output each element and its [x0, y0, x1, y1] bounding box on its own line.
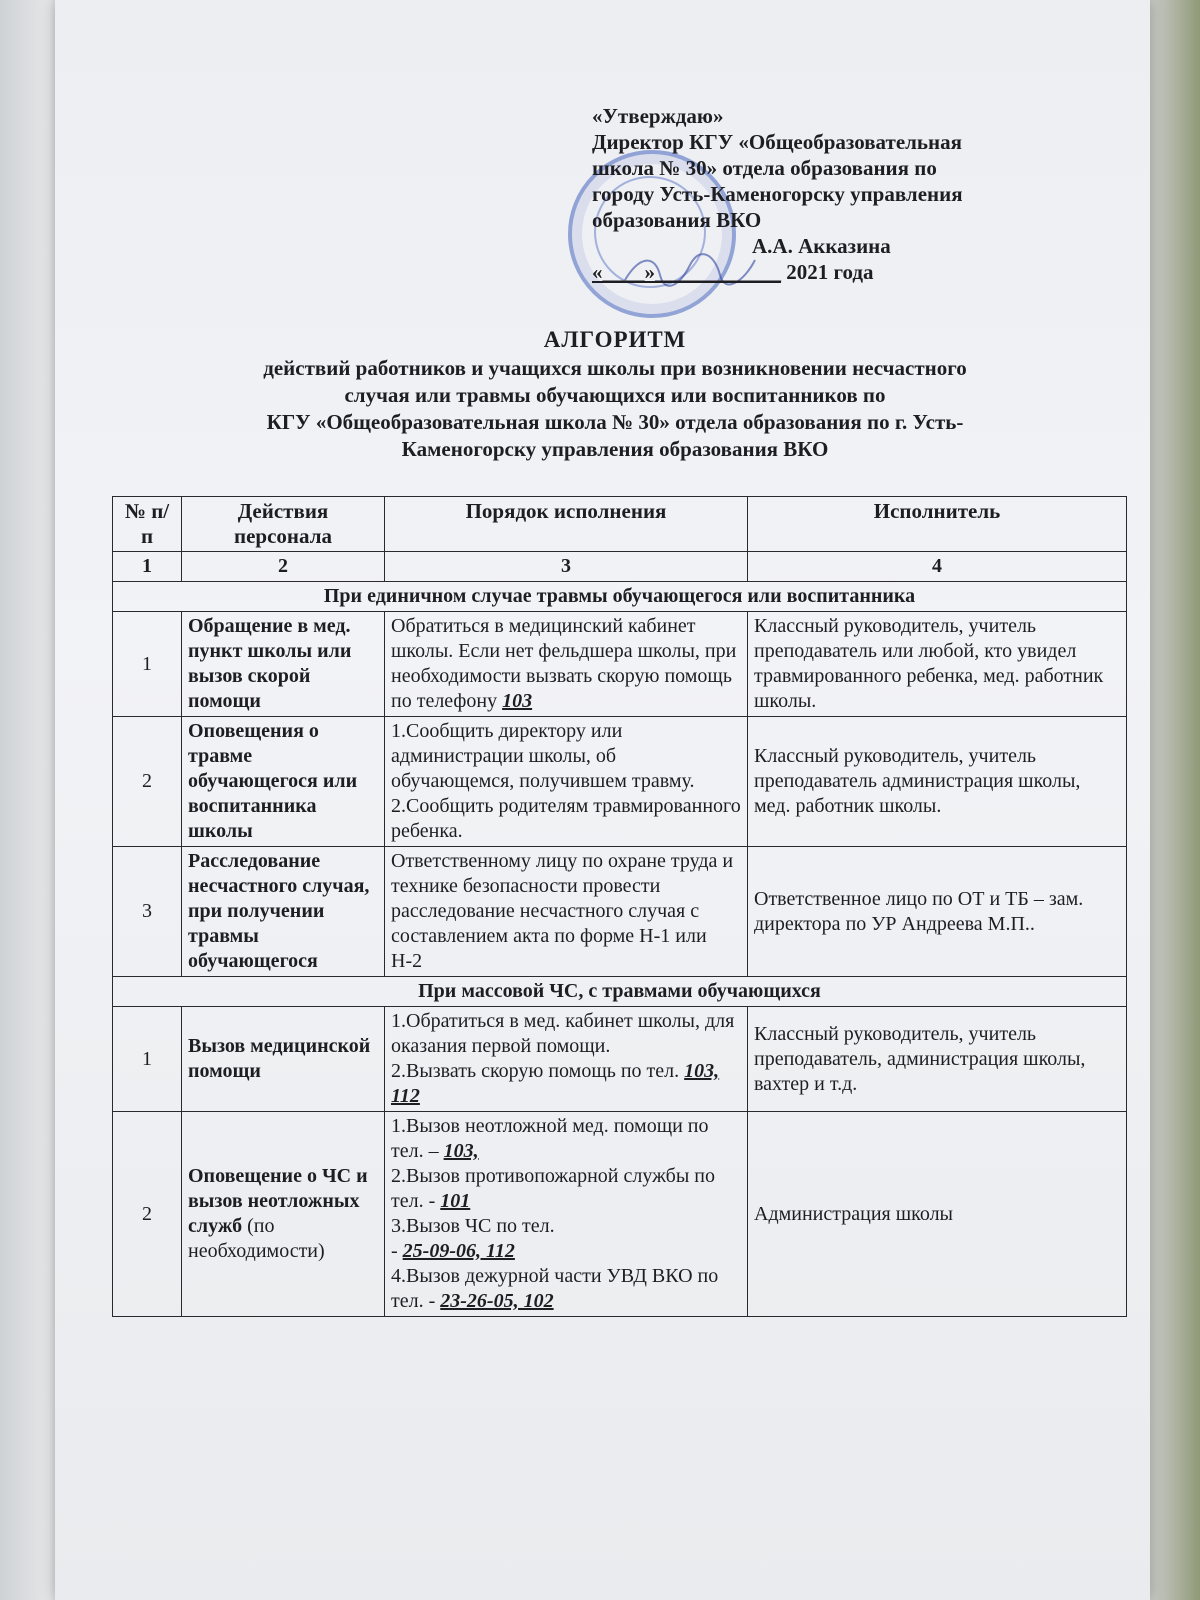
- row-action: Расследование несчастного случая, при получении травмы обучающегося: [182, 847, 385, 977]
- table-header-row: [113, 497, 1127, 552]
- phone-number: 25-09-06, 112: [402, 1240, 515, 1262]
- header-num: № п/п: [113, 497, 182, 552]
- row-order: [385, 612, 748, 717]
- row-order: [385, 1007, 748, 1112]
- index-cell: 1: [113, 552, 182, 582]
- phone-number: 101: [440, 1190, 471, 1212]
- document-subtitle-line: КГУ «Общеобразовательная школа № 30» отдела образования по г. Усть-: [266, 410, 964, 434]
- row-order: 1.Сообщить директору или администрации школы, об обучающемся, получившем травму. 2.Сообщить родителям травмированного ребенка.: [385, 717, 748, 847]
- table-index-row: [113, 552, 1127, 582]
- row-order-line: [391, 1239, 741, 1264]
- table-row: [113, 612, 1127, 717]
- row-order-line: [391, 1164, 741, 1214]
- approval-signatory: А.А. Акказина: [752, 234, 891, 258]
- approval-position-line: образования ВКО: [592, 208, 762, 232]
- row-executor: Классный руководитель, учитель преподаватель администрация школы, мед. работник школы.: [748, 717, 1127, 847]
- row-num: 1: [113, 1007, 182, 1112]
- row-order-line: [391, 1059, 741, 1109]
- approval-position-line: школа № 30» отдела образования по: [592, 156, 937, 180]
- phone-number: 103,: [443, 1140, 479, 1162]
- row-action-note: (по необходимости): [188, 1215, 325, 1262]
- row-order-text: 1.Вызов неотложной мед. помощи по тел. –: [391, 1115, 709, 1162]
- algorithm-table: [112, 496, 1127, 1317]
- document-subtitle-line: действий работников и учащихся школы при возникновении несчастного: [263, 356, 967, 380]
- row-executor: Классный руководитель, учитель преподаватель или любой, кто увидел травмированного ребенка, мед. работник школы.: [748, 612, 1127, 717]
- row-order-line: 1.Обратиться в мед. кабинет школы, для оказания первой помощи.: [391, 1010, 735, 1057]
- row-action: Вызов медицинской помощи: [182, 1007, 385, 1112]
- header-executor: Исполнитель: [748, 497, 1127, 552]
- row-order: [385, 1112, 748, 1317]
- row-order-line: 3.Вызов ЧС по тел.: [391, 1215, 555, 1237]
- index-cell: 4: [748, 552, 1127, 582]
- table-row: [113, 847, 1127, 977]
- row-order-line: [391, 1114, 741, 1164]
- table-row: [113, 717, 1127, 847]
- document-title: АЛГОРИТМ: [543, 327, 687, 352]
- section-header-row: [113, 582, 1127, 612]
- row-order-text: 2.Вызов противопожарной службы по тел. -: [391, 1165, 715, 1212]
- section-title: При единичном случае травмы обучающегося или воспитанника: [113, 582, 1127, 612]
- approval-heading: «Утверждаю»: [592, 104, 724, 128]
- phone-number: 103: [502, 690, 533, 712]
- header-order: Порядок исполнения: [385, 497, 748, 552]
- document-subtitle-line: Каменогорску управления образования ВКО: [401, 437, 829, 461]
- phone-number: 23-26-05, 102: [440, 1290, 554, 1312]
- row-order-line: [391, 1264, 741, 1314]
- row-num: 2: [113, 1112, 182, 1317]
- table-row: [113, 1112, 1127, 1317]
- header-action: Действия персонала: [182, 497, 385, 552]
- row-action-bold: Оповещение о ЧС и вызов неотложных служб: [188, 1165, 368, 1237]
- section-title: При массовой ЧС, с травмами обучающихся: [113, 977, 1127, 1007]
- row-action: Обращение в мед. пункт школы или вызов скорой помощи: [182, 612, 385, 717]
- approval-date: [592, 259, 1092, 285]
- approval-date-blank: «____»____________: [592, 260, 781, 284]
- row-order-text: 4.Вызов дежурной части УВД ВКО по тел. -: [391, 1265, 719, 1312]
- row-num: 1: [113, 612, 182, 717]
- document-subtitle-line: случая или травмы обучающихся или воспитанников по: [344, 383, 886, 407]
- phone-number: 103, 112: [391, 1060, 720, 1107]
- document-title-block: [120, 325, 1110, 463]
- row-order-text: 2.Вызвать скорую помощь по тел.: [391, 1060, 685, 1082]
- approval-date-year: 2021 года: [781, 260, 874, 284]
- approval-position-line: Директор КГУ «Общеобразовательная: [592, 130, 963, 154]
- row-executor: Администрация школы: [748, 1112, 1127, 1317]
- row-executor: Классный руководитель, учитель преподаватель, администрация школы, вахтер и т.д.: [748, 1007, 1127, 1112]
- row-action: Оповещения о травме обучающегося или воспитанника школы: [182, 717, 385, 847]
- row-num: 2: [113, 717, 182, 847]
- table-row: [113, 1007, 1127, 1112]
- row-order-text: Обратиться в медицинский кабинет школы. Если нет фельдшера школы, при необходимости вызвать скорую помощь по телефону: [391, 615, 737, 712]
- row-num: 3: [113, 847, 182, 977]
- row-action: [182, 1112, 385, 1317]
- index-cell: 2: [182, 552, 385, 582]
- section-header-row: [113, 977, 1127, 1007]
- index-cell: 3: [385, 552, 748, 582]
- row-order-text: -: [391, 1240, 403, 1262]
- row-order: Ответственному лицу по охране труда и технике безопасности провести расследование несчастного случая с составлением акта по форме Н-1 или Н-2: [385, 847, 748, 977]
- approval-position-line: городу Усть-Каменогорску управления: [592, 182, 963, 206]
- row-executor: Ответственное лицо по ОТ и ТБ – зам. директора по УР Андреева М.П..: [748, 847, 1127, 977]
- approval-block: [592, 103, 1092, 285]
